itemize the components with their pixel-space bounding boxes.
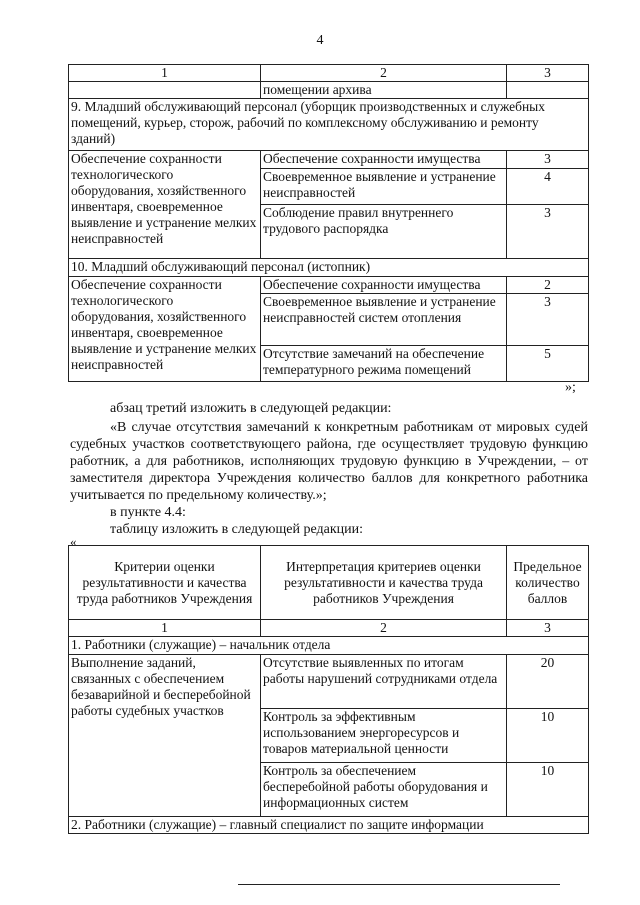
interpretation-cell: Контроль за эффективным использованием энергоресурсов и товаров материальной ценности — [261, 709, 507, 763]
header-row — [69, 546, 589, 620]
column-number-row — [69, 65, 589, 82]
criterion-cell: Обеспечение сохранности технологического оборудования, хозяйственного инвентаря, своевременное выявление и устранение мелких неисправностей — [69, 151, 261, 259]
column-number: 2 — [261, 65, 507, 82]
interpretation-cell: Отсутствие замечаний на обеспечение температурного режима помещений — [261, 346, 507, 382]
evaluation-table-continued — [68, 64, 589, 382]
section-heading: 9. Младший обслуживающий персонал (уборщик производственных и служебных помещений, курьер, сторож, рабочий по комплексному обслуживанию и ремонту зданий) — [69, 99, 589, 151]
points-cell: 10 — [507, 763, 589, 817]
points-cell: 10 — [507, 709, 589, 763]
criterion-cell: Выполнение заданий, связанных с обеспечением безаварийной и бесперебойной работы судебных участков — [69, 655, 261, 817]
section-row — [69, 259, 589, 277]
column-header: Интерпретация критериев оценки результативности и качества труда работников Учреждения — [261, 546, 507, 620]
points-cell: 2 — [507, 277, 589, 294]
column-number: 3 — [507, 620, 589, 637]
table-row — [69, 655, 589, 709]
points-cell: 20 — [507, 655, 589, 709]
opening-quote: « — [70, 534, 77, 549]
amendment-paragraph: в пункте 4.4: — [110, 505, 186, 520]
quoted-amendment-text: «В случае отсутствия замечаний к конкретным работникам от мировых судей судебных участков соответствующего района, где осуществляет трудовую функцию работник, а для работников, исполняющих трудовую функцию в Учреждении, – от заместителя директора Учреждения количество баллов для конкретного работника учитывается по предельному количеству.»; — [70, 420, 588, 503]
table-row — [69, 277, 589, 294]
page-number: 4 — [316, 33, 324, 48]
column-header: Предельное количество баллов — [507, 546, 589, 620]
points-cell: 3 — [507, 151, 589, 169]
cell-text: помещении архива — [261, 82, 507, 99]
points-cell: 4 — [507, 169, 589, 205]
points-cell: 5 — [507, 346, 589, 382]
section-heading: 1. Работники (служащие) – начальник отдела — [69, 637, 589, 655]
section-row — [69, 99, 589, 151]
closing-quote: »; — [565, 380, 576, 395]
interpretation-cell: Своевременное выявление и устранение неисправностей — [261, 169, 507, 205]
table-row — [69, 151, 589, 169]
column-number: 3 — [507, 65, 589, 82]
column-number: 1 — [69, 620, 261, 637]
section-heading: 10. Младший обслуживающий персонал (истопник) — [69, 259, 589, 277]
interpretation-cell: Контроль за обеспечением бесперебойной работы оборудования и информационных систем — [261, 763, 507, 817]
bottom-rule — [238, 884, 560, 885]
interpretation-cell: Отсутствие выявленных по итогам работы нарушений сотрудниками отдела — [261, 655, 507, 709]
column-number-row — [69, 620, 589, 637]
criterion-cell: Обеспечение сохранности технологического оборудования, хозяйственного инвентаря, своевременное выявление и устранение мелких неисправностей — [69, 277, 261, 382]
interpretation-cell: Соблюдение правил внутреннего трудового распорядка — [261, 205, 507, 259]
points-cell: 3 — [507, 205, 589, 259]
amendment-paragraph: таблицу изложить в следующей редакции: — [110, 522, 364, 537]
points-cell: 3 — [507, 294, 589, 346]
table-row — [69, 82, 589, 99]
evaluation-table-new — [68, 545, 589, 834]
interpretation-cell: Обеспечение сохранности имущества — [261, 151, 507, 169]
column-number: 2 — [261, 620, 507, 637]
interpretation-cell: Обеспечение сохранности имущества — [261, 277, 507, 294]
interpretation-cell: Своевременное выявление и устранение неисправностей систем отопления — [261, 294, 507, 346]
amendment-paragraph: абзац третий изложить в следующей редакции: — [110, 401, 392, 416]
column-number: 1 — [69, 65, 261, 82]
column-header: Критерии оценки результативности и качества труда работников Учреждения — [69, 546, 261, 620]
section-heading: 2. Работники (служащие) – главный специалист по защите информации — [69, 817, 589, 834]
section-row — [69, 637, 589, 655]
section-row — [69, 817, 589, 834]
